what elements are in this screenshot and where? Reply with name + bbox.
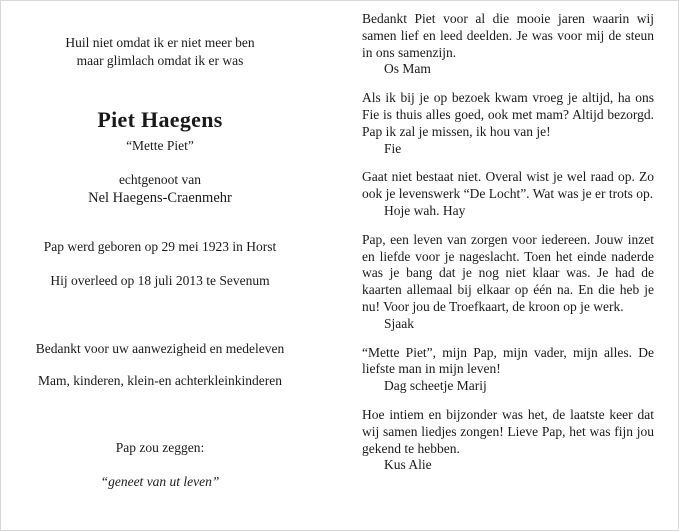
message-signature: Sjaak — [384, 315, 414, 331]
message-text: Pap, een leven van zorgen voor iedereen. Jouw inzet en liefde voor je nageslacht. Toen het einde naderde was je bang dat je nog niet klaar was. Je had de kaarten allemaal bij elkaar op één na. En die heb je nu! Voor jou de Troefkaart, de kroon op je werk. — [362, 231, 654, 314]
message-signature: Fie — [384, 140, 402, 156]
thanks-line: Bedankt voor uw aanwezigheid en medeleven — [35, 341, 285, 356]
spouse-label: echtgenoot van — [118, 172, 202, 187]
message-signature: Kus Alie — [384, 457, 432, 473]
message-signature: Hoje wah. Hay — [384, 202, 466, 218]
nickname: “Mette Piet” — [126, 138, 194, 153]
quote-line-1: Huil niet omdat ik er niet meer ben — [65, 35, 255, 50]
death-line: Hij overleed op 18 juli 2013 te Sevenum — [50, 273, 270, 288]
message-block — [362, 232, 654, 333]
saying: “geneet van ut leven” — [100, 474, 220, 489]
spouse-name: Nel Haegens-Craenmehr — [88, 190, 232, 206]
message-text: Bedankt Piet voor al die mooie jaren waarin wij samen lief en leed deelden. Je was voor mij de steun in ons samenzijn. — [362, 11, 654, 60]
message-text: Als ik bij je op bezoek kwam vroeg je altijd, ha ons Fie is thuis alles goed, ook met mam? Altijd bezorgd. Pap ik zal je missen, ik hou van je! — [362, 90, 654, 139]
message-signature: Os Mam — [384, 61, 431, 77]
message-signature: Dag scheetje Marij — [384, 378, 487, 394]
message-block — [362, 345, 654, 395]
family-line: Mam, kinderen, klein-en achterkleinkinderen — [37, 373, 283, 388]
message-block — [362, 407, 654, 474]
quote-line-2: maar glimlach omdat ik er was — [76, 53, 244, 68]
saying-label: Pap zou zeggen: — [115, 440, 205, 455]
birth-line: Pap werd geboren op 29 mei 1923 in Horst — [43, 239, 277, 254]
deceased-name: Piet Haegens — [97, 107, 223, 132]
message-block — [362, 11, 654, 78]
message-block — [362, 169, 654, 219]
message-text: Hoe intiem en bijzonder was het, de laatste keer dat wij samen liedjes zongen! Lieve Pap, het was fijn jou gekend te hebben. — [362, 406, 654, 456]
messages-panel — [362, 11, 654, 486]
message-text: Gaat niet bestaat niet. Overal wist je wel raad op. Zo ook je levenswerk “De Locht”. Wat was je er trots op. — [362, 169, 654, 202]
message-text: “Mette Piet”, mijn Pap, mijn vader, mijn alles. De liefste man in mijn leven! — [362, 344, 654, 377]
memorial-left-panel — [1, 1, 319, 532]
message-block — [362, 90, 654, 157]
